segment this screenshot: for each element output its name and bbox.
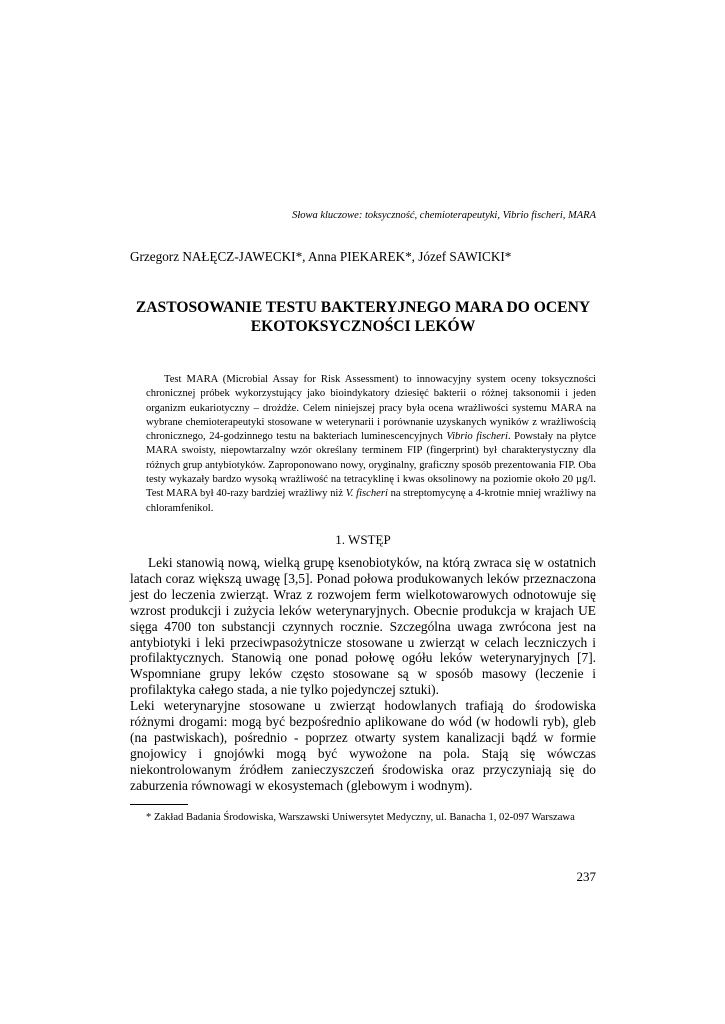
paper-title xyxy=(116,298,610,336)
footnote: * Zakład Badania Środowiska, Warszawski Uniwersytet Medyczny, ul. Banacha 1, 02-097 Warszawa xyxy=(146,812,575,823)
keywords-line: Słowa kluczowe: toksyczność, chemioterapeutyki, Vibrio fischeri, MARA xyxy=(292,210,596,221)
section-heading: 1. WSTĘP xyxy=(335,532,391,547)
body-text xyxy=(130,555,596,794)
abstract-species-1: Vibrio fischeri xyxy=(446,431,508,443)
body-paragraph-2: Leki weterynaryjne stosowane u zwierząt hodowlanych trafiają do środowiska różnymi drogami: mogą być bezpośrednio aplikowane do wód (w hodowli ryb), gleb (na pastwiskach), pośrednio - poprzez otwarty system kanalizacji bądź w formie gnojowicy i gnojówki mogą być wywożone na pola. Stają się wówczas niekontrolowanym źródłem zanieczyszczeń środowiska oraz przyczyniają się do zaburzenia równowagi w ekosystemach (glebowym i wodnym). xyxy=(130,698,596,793)
body-paragraph-1: Leki stanowią nową, wielką grupę ksenobiotyków, na którą zwraca się w ostatnich latach coraz większą uwagę [3,5]. Ponad połowa produkowanych leków przeznaczona jest do leczenia zwierząt. Wraz z rozwojem ferm wielkotowarowych odnotowuje się wzrost produkcji i zużycia leków weterynaryjnych. Obecnie produkcja w krajach UE sięga 4700 ton substancji czynnych rocznie. Szczególna uwaga zwrócona jest na antybiotyki i leki przeciwpasożytnicze stosowane u zwierząt w celach leczniczych i profilaktycznych. Stanowią one ponad połowę ogółu leków weterynaryjnych [7]. Wspomniane grupy leków często stosowane są w sposób masowy (leczenie i profilaktyka całego stada, a nie tylko pojedynczej sztuki). xyxy=(130,555,596,698)
abstract-text-3: na streptomycynę a 4-krotnie mniej wrażliwy na chloramfenikol. xyxy=(146,488,596,514)
footnote-divider xyxy=(130,804,188,805)
title-line-1: ZASTOSOWANIE TESTU BAKTERYJNEGO MARA DO OCENY xyxy=(135,299,591,316)
abstract-text-1: Test MARA (Microbial Assay for Risk Assessment) to innowacyjny system oceny toksyczności chronicznej próbek wykorzystujący jako bioindykatory dziesięć bakterii o różnej taksonomii i jeden organizm eukariotyczny – drożdże. Celem niniejszej pracy była ocena wrażliwości systemu MARA na wybrane chemioterapeutyki stosowane w weterynarii i porównanie uzyskanych wyników z wrażliwością chronicznego, 24-godzinnego testu na bakteriach luminescencyjnych xyxy=(146,374,596,443)
page-number: 237 xyxy=(576,869,596,884)
title-line-2: EKOTOKSYCZNOŚCI LEKÓW xyxy=(250,318,476,335)
abstract-species-2: V. fischeri xyxy=(345,488,388,500)
authors-line: Grzegorz NAŁĘCZ-JAWECKI*, Anna PIEKAREK*, Józef SAWICKI* xyxy=(130,249,512,264)
abstract xyxy=(146,373,596,516)
abstract-text-2: . Powstały na płytce MARA swoisty, niepowtarzalny wzór określany terminem FIP (fingerprint) był charakterystyczny dla różnych grup antybiotyków. Zaproponowano nowy, oryginalny, graficzny sposób prezentowania FIP. Oba testy wykazały bardzo wysoką wrażliwość na tetracyklinę i kwas oksolinowy na poziomie około 20 µg/l. Test MARA był 40-razy bardziej wrażliwy niż xyxy=(146,431,596,500)
